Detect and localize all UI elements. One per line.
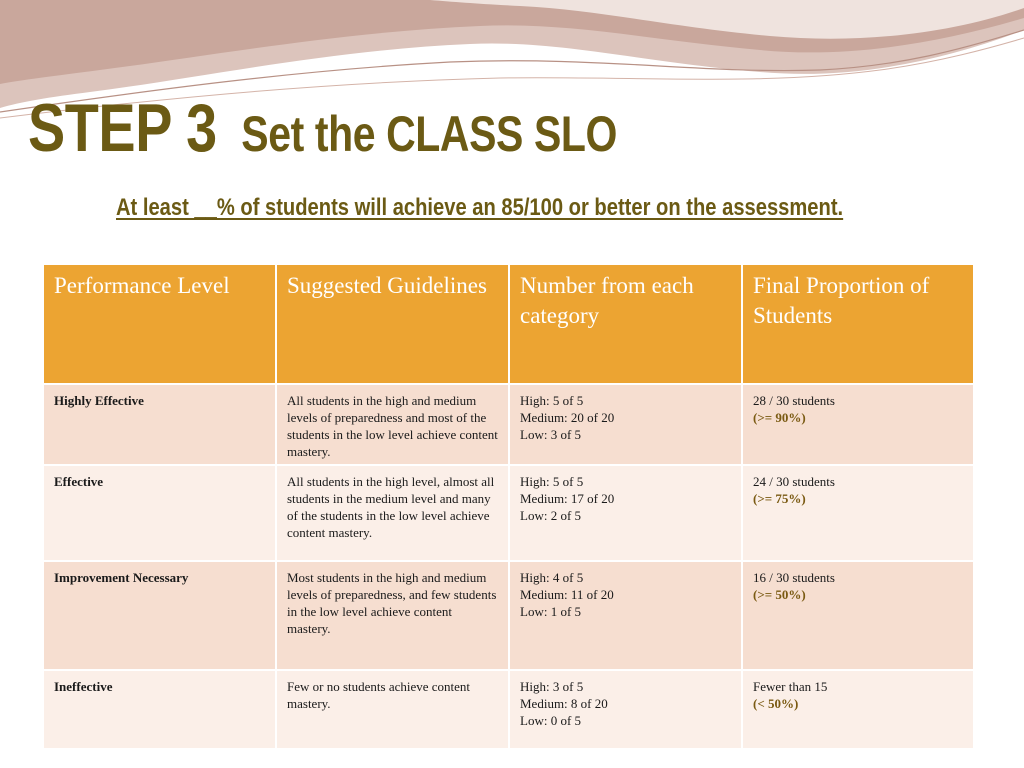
count-high: High: 3 of 5 bbox=[520, 679, 584, 694]
proportion-cell bbox=[742, 670, 974, 749]
performance-level-cell: Ineffective bbox=[43, 670, 276, 749]
header-number-from-each-category: Number from each category bbox=[509, 264, 742, 384]
proportion-cell bbox=[742, 384, 974, 465]
proportion-text: 24 / 30 students bbox=[753, 474, 835, 489]
proportion-cell bbox=[742, 561, 974, 670]
count-low: Low: 0 of 5 bbox=[520, 713, 582, 728]
threshold-text: (>= 50%) bbox=[753, 587, 806, 602]
count-low: Low: 3 of 5 bbox=[520, 427, 582, 442]
proportion-cell bbox=[742, 465, 974, 561]
count-low: Low: 1 of 5 bbox=[520, 604, 582, 619]
table-row bbox=[43, 561, 974, 670]
guidelines-cell: All students in the high level, almost all students in the medium level and many of the students in the low level achieve content mastery. bbox=[276, 465, 509, 561]
count-medium: Medium: 8 of 20 bbox=[520, 696, 608, 711]
threshold-text: (>= 90%) bbox=[753, 410, 806, 425]
slide-title bbox=[28, 88, 617, 174]
guidelines-cell: All students in the high and medium levels of preparedness and most of the students in the low level achieve content mastery. bbox=[276, 384, 509, 465]
count-medium: Medium: 20 of 20 bbox=[520, 410, 615, 425]
guidelines-cell: Most students in the high and medium levels of preparedness, and few students in the low level achieve content mastery. bbox=[276, 561, 509, 670]
guidelines-cell: Few or no students achieve content mastery. bbox=[276, 670, 509, 749]
table-header-row bbox=[43, 264, 974, 384]
count-high: High: 5 of 5 bbox=[520, 474, 584, 489]
slo-table bbox=[42, 263, 975, 750]
proportion-text: Fewer than 15 bbox=[753, 679, 828, 694]
header-suggested-guidelines: Suggested Guidelines bbox=[276, 264, 509, 384]
goal-statement: At least __% of students will achieve an 85/100 or better on the assessment. bbox=[116, 194, 844, 221]
table-header bbox=[43, 264, 974, 384]
threshold-text: (< 50%) bbox=[753, 696, 799, 711]
table-body bbox=[43, 384, 974, 749]
count-low: Low: 2 of 5 bbox=[520, 508, 582, 523]
proportion-text: 28 / 30 students bbox=[753, 393, 835, 408]
performance-level-cell: Effective bbox=[43, 465, 276, 561]
table-row bbox=[43, 465, 974, 561]
count-high: High: 4 of 5 bbox=[520, 570, 584, 585]
header-final-proportion: Final Proportion of Students bbox=[742, 264, 974, 384]
step-label: STEP 3 bbox=[28, 90, 217, 166]
header-performance-level: Performance Level bbox=[43, 264, 276, 384]
count-high: High: 5 of 5 bbox=[520, 393, 584, 408]
table-row bbox=[43, 384, 974, 465]
performance-level-cell: Highly Effective bbox=[43, 384, 276, 465]
counts-cell bbox=[509, 465, 742, 561]
title-subtitle: Set the CLASS SLO bbox=[241, 106, 618, 162]
performance-level-cell: Improvement Necessary bbox=[43, 561, 276, 670]
table-row bbox=[43, 670, 974, 749]
counts-cell bbox=[509, 561, 742, 670]
counts-cell bbox=[509, 384, 742, 465]
proportion-text: 16 / 30 students bbox=[753, 570, 835, 585]
count-medium: Medium: 11 of 20 bbox=[520, 587, 614, 602]
counts-cell bbox=[509, 670, 742, 749]
count-medium: Medium: 17 of 20 bbox=[520, 491, 615, 506]
threshold-text: (>= 75%) bbox=[753, 491, 806, 506]
